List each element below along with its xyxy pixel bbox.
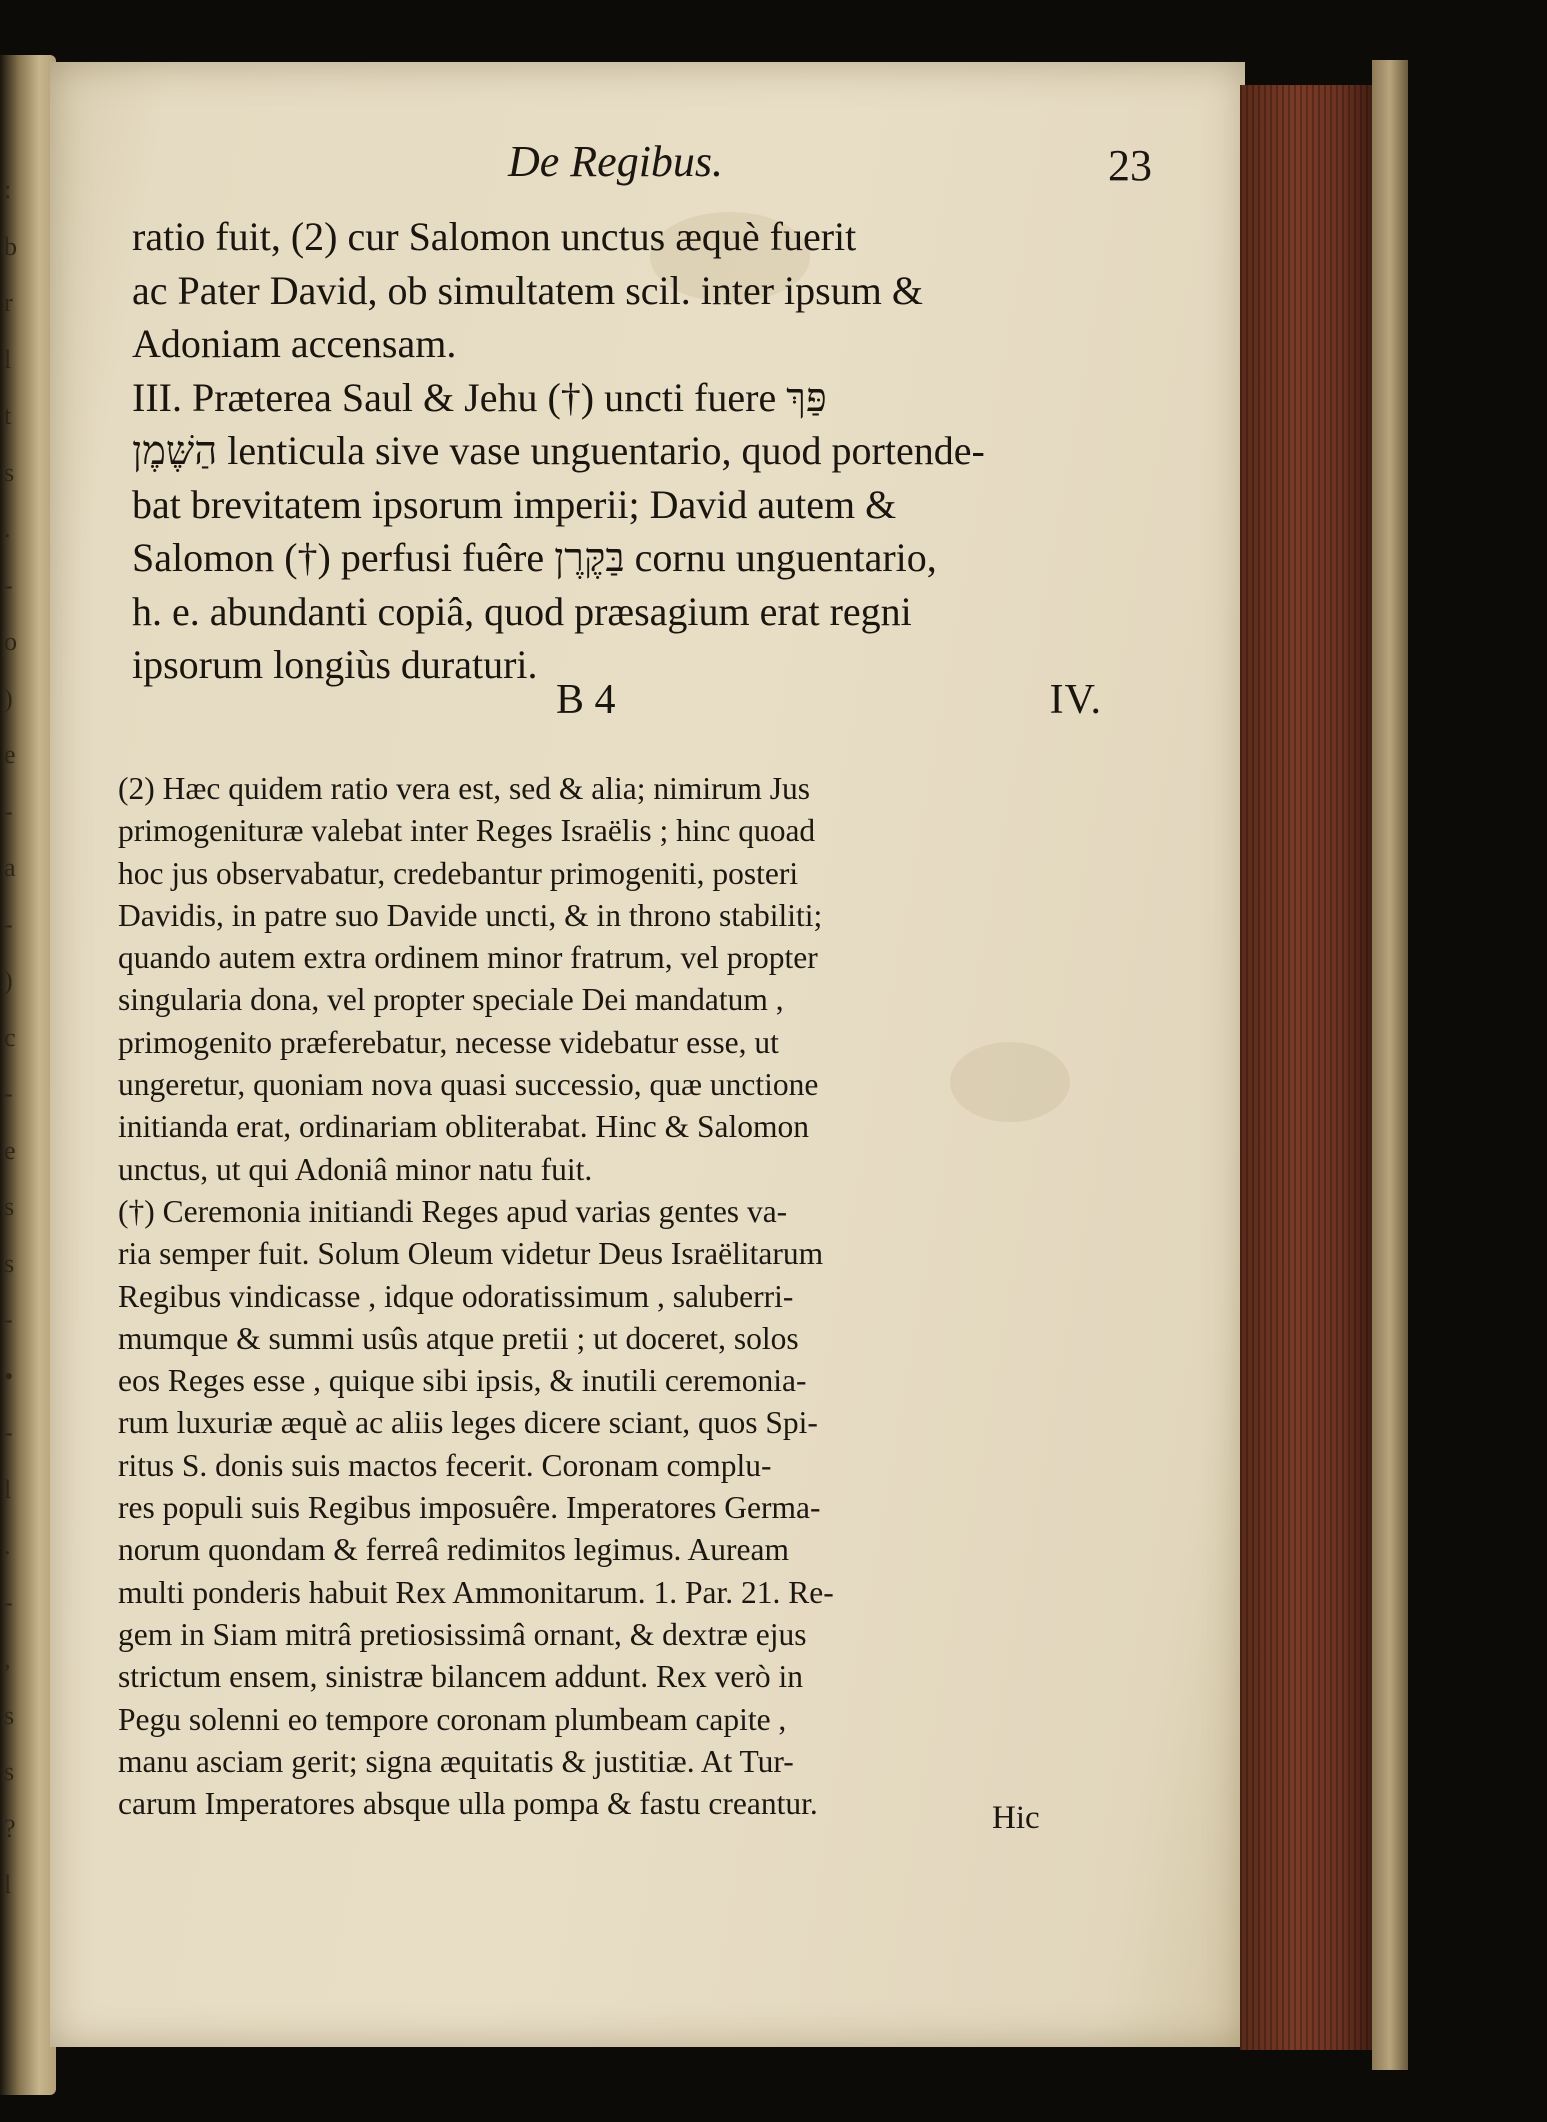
adjacent-page-glyph: l [4, 1870, 12, 1899]
adjacent-page-fragments [0, 55, 56, 2095]
footnote-line: norum quondam & ferreâ redimitos legimus. Auream [118, 1532, 789, 1568]
main-text-line: הַשֶּׁמֶן lenticula sive vase unguentario, quod portende- [132, 428, 985, 473]
main-text-line: Salomon (†) perfusi fuêre בַּקֶּרֶן cornu unguentario, [132, 535, 937, 580]
footnote-line: unctus, ut qui Adoniâ minor natu fuit. [118, 1151, 593, 1187]
main-text-line: h. e. abundanti copiâ, quod præsagium erat regni [132, 588, 912, 634]
adjacent-page-glyph: l [4, 1474, 12, 1504]
main-text-line: ipsorum longiùs duraturi. [132, 642, 538, 687]
adjacent-page-glyph: - [4, 570, 13, 600]
catchword-footnotes: Hic [992, 1800, 1040, 1836]
adjacent-page-glyph: b [4, 231, 17, 261]
adjacent-page-glyph: s [4, 1700, 15, 1730]
footnote-line: primogenituræ valebat inter Reges Israëlis ; hinc quoad [118, 813, 816, 849]
footnote-line: rum luxuriæ æquè ac aliis leges dicere sciant, quos Spi- [118, 1405, 818, 1441]
footnote-line: gem in Siam mitrâ pretiosissimâ ornant, & dextræ ejus [118, 1616, 807, 1652]
main-text-line: Adoniam accensam. [132, 321, 457, 366]
adjacent-page-glyph: - [4, 1305, 13, 1334]
main-text-line: ratio fuit, (2) cur Salomon unctus æquè fuerit [132, 214, 857, 259]
adjacent-page-glyph: r [4, 288, 13, 317]
page-number: 23 [1108, 141, 1152, 190]
catchword-main: IV. [1049, 677, 1102, 723]
signature-row [132, 676, 1102, 736]
adjacent-page-glyph: - [4, 1587, 13, 1617]
adjacent-page-glyph: ) [4, 966, 13, 995]
footnote-line: Regibus vindicasse , idque odoratissimum , saluberri- [118, 1278, 794, 1314]
footnote-line: Davidis, in patre suo Davide uncti, & in throno stabiliti; [118, 897, 823, 933]
footnote-line: res populi suis Regibus imposuêre. Imperatores Germa- [118, 1490, 821, 1526]
footnote-line: eos Reges esse , quique sibi ipsis, & inutili ceremonia- [118, 1363, 807, 1399]
book-cover-board [1372, 60, 1408, 2070]
book-fore-edge [1240, 85, 1380, 2050]
adjacent-page-glyph: . [4, 1531, 11, 1560]
footnote-line: quando autem extra ordinem minor fratrum, vel propter [118, 940, 818, 976]
adjacent-page-glyph: s [4, 1192, 15, 1221]
adjacent-page-glyph: - [4, 1079, 13, 1108]
adjacent-page-glyph: t [4, 401, 12, 430]
adjacent-page-glyph: e [4, 1135, 16, 1165]
footnote-line: hoc jus observabatur, credebantur primogeniti, posteri [118, 855, 799, 891]
adjacent-page-glyph: s [4, 457, 15, 487]
footnote-line: primogenito præferebatur, necesse videbatur esse, ut [118, 1024, 779, 1060]
adjacent-page-glyph: l [4, 344, 12, 374]
adjacent-page-glyph: ) [4, 683, 13, 713]
footnote-line: mumque & summi usûs atque pretii ; ut doceret, solos [118, 1320, 799, 1356]
adjacent-page-glyph: s [4, 1248, 15, 1278]
main-text-line: bat brevitatem ipsorum imperii; David autem & [132, 481, 897, 527]
adjacent-page-glyph: o [4, 627, 17, 656]
footnote-line: ungeretur, quoniam nova quasi successio, quæ unctione [118, 1067, 819, 1103]
footnote-line: Pegu solenni eo tempore coronam plumbeam capite , [118, 1701, 787, 1737]
footnote-line: singularia dona, vel propter speciale Dei mandatum , [118, 982, 784, 1018]
footnotes-block [118, 768, 1103, 1825]
footnote-line: manu asciam gerit; signa æquitatis & justitiæ. At Tur- [118, 1743, 794, 1779]
main-text-block [132, 210, 1102, 692]
footnote-line: strictum ensem, sinistræ bilancem addunt. Rex verò in [118, 1659, 804, 1695]
adjacent-page-glyph: c [4, 1022, 16, 1052]
footnote-line: (2) Hæc quidem ratio vera est, sed & alia; nimirum Jus [118, 771, 810, 806]
adjacent-page-glyph: • [4, 1361, 14, 1391]
adjacent-page-glyph: s [4, 1757, 15, 1786]
footnote-line: carum Imperatores absque ulla pompa & fastu creantur. [118, 1786, 818, 1822]
adjacent-page-glyph: - [4, 1418, 13, 1447]
footnote-line: multi ponderis habuit Rex Ammonitarum. 1. Par. 21. Re- [118, 1574, 834, 1610]
signature-mark: B 4 [556, 677, 616, 723]
main-text-line: ac Pater David, ob simultatem scil. inter ipsum & [132, 267, 923, 313]
footnote-line: ritus S. donis suis mactos fecerit. Coronam complu- [118, 1447, 772, 1483]
footnote-line: (†) Ceremonia initiandi Reges apud varias gentes va- [118, 1193, 788, 1229]
adjacent-page-glyph: , [4, 1644, 11, 1673]
footnote-line: initianda erat, ordinariam obliterabat. Hinc & Salomon [118, 1109, 810, 1145]
adjacent-page-glyph: . [4, 514, 11, 543]
adjacent-page-edge [0, 55, 56, 2095]
adjacent-page-glyph: a [4, 853, 16, 882]
running-head-title: De Regibus. [508, 137, 724, 186]
adjacent-page-glyph: e [4, 740, 16, 769]
main-text-line: III. Præterea Saul & Jehu (†) uncti fuere פַּךְ [132, 374, 827, 420]
adjacent-page-glyph: : [4, 175, 12, 204]
footnote-line: ria semper fuit. Solum Oleum videtur Deus Israëlitarum [118, 1236, 824, 1272]
adjacent-page-glyph: - [4, 796, 13, 826]
adjacent-page-glyph: ? [4, 1813, 16, 1843]
adjacent-page-glyph: - [4, 909, 13, 939]
